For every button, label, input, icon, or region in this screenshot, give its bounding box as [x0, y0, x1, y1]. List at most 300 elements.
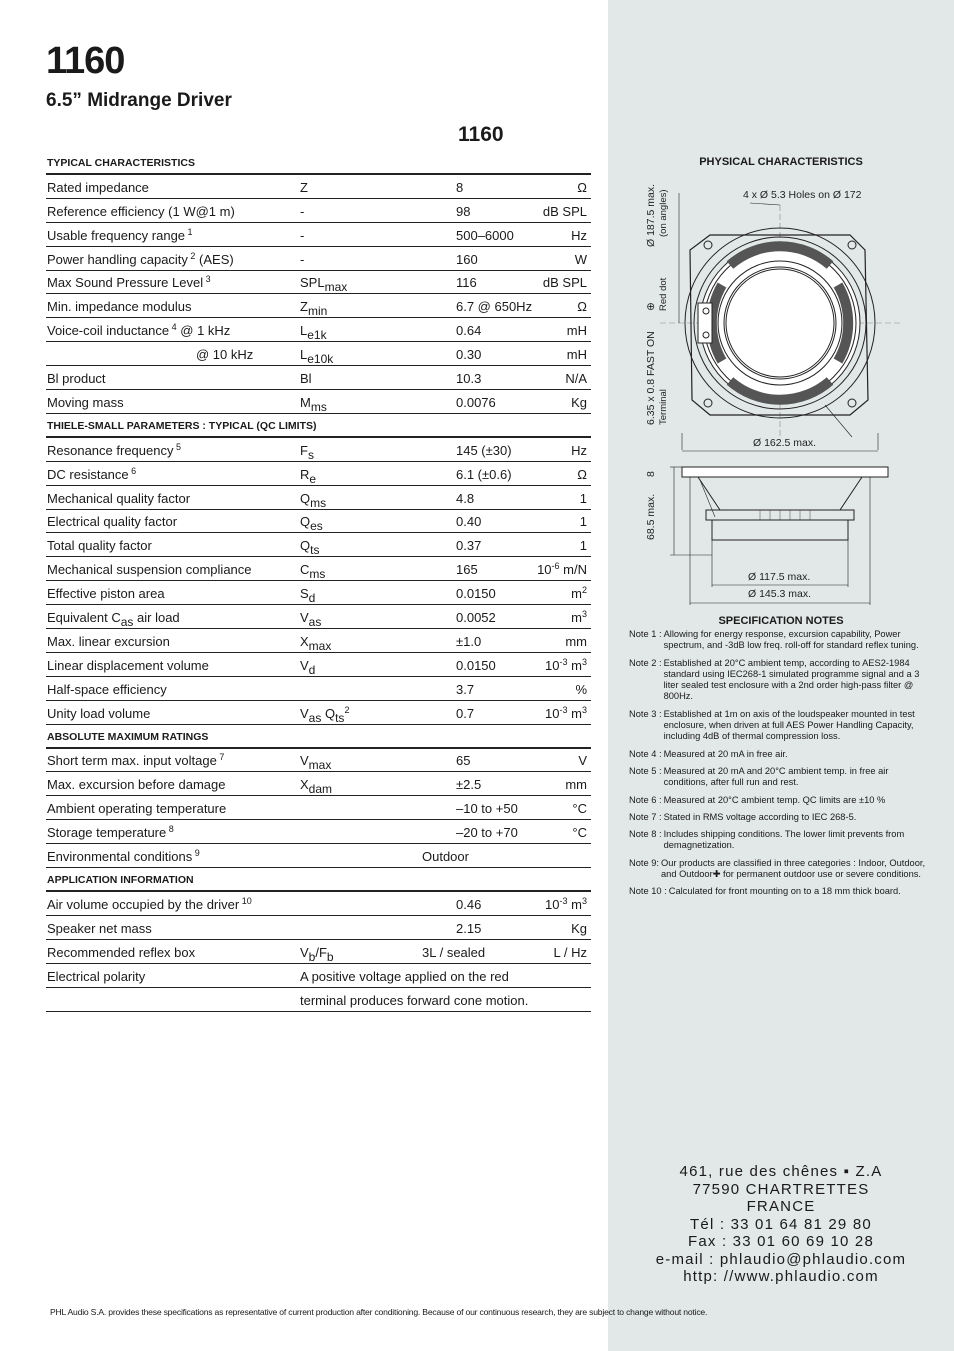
spec-row: [46, 892, 591, 916]
param-text: Linear displacement volume: [47, 657, 209, 673]
diameter-117-label: Ø 117.5 max.: [748, 571, 811, 583]
unit: [571, 921, 587, 936]
param-label: [47, 897, 252, 912]
symbol-main: L: [300, 323, 308, 339]
unit-text: 1: [579, 514, 587, 530]
unit: [572, 801, 587, 816]
symbol: [300, 657, 316, 677]
unit-text: N/A: [565, 371, 587, 387]
company-address: [608, 1163, 954, 1286]
value: 500–6000: [456, 227, 514, 243]
section-title: ABSOLUTE MAXIMUM RATINGS: [47, 730, 209, 743]
value: 3.7: [456, 681, 475, 697]
param-label: [47, 514, 177, 529]
symbol: [300, 993, 528, 1008]
physical-title: PHYSICAL CHARACTERISTICS: [699, 156, 863, 168]
note-item: [629, 886, 929, 897]
symbol-main: C: [300, 562, 310, 578]
note-text: Calculated for front mounting on to a 18 mm thick board.: [668, 886, 901, 897]
unit-text: mH: [566, 347, 587, 363]
value: 116: [456, 275, 477, 291]
note-text: Includes shipping conditions. The lower limit prevents from demagnetization.: [663, 829, 905, 851]
spec-row: [46, 677, 591, 701]
value: 3L / sealed: [422, 944, 486, 960]
unit-text: L / Hz: [553, 944, 587, 960]
symbol-main: M: [300, 394, 311, 410]
param-text: Voice-coil inductance: [47, 323, 170, 339]
symbol-sub: max: [308, 758, 332, 773]
value: 165: [456, 562, 478, 578]
spec-notes: [629, 629, 929, 904]
section-title: THIELE-SMALL PARAMETERS : TYPICAL (QC LIMITS): [47, 419, 317, 432]
note-text: Measured at 20 mA and 20°C ambient temp. in free air conditions, after full run and rest.: [663, 765, 889, 788]
symbol-main: Z: [300, 179, 308, 195]
plus-icon: ⊕: [645, 302, 657, 311]
param-label: [47, 467, 136, 482]
note-label: Note 6 :: [629, 794, 662, 805]
symbol-main: Z: [300, 299, 308, 315]
value: 8: [456, 179, 464, 195]
unit: [565, 777, 587, 792]
unit-sup: -3: [559, 895, 568, 906]
unit: [577, 180, 587, 195]
symbol-main: L: [300, 347, 308, 363]
note-item: [629, 812, 929, 823]
unit: [543, 275, 587, 290]
symbol-sub: e: [309, 471, 317, 486]
unit: [575, 252, 587, 267]
param-label: [47, 299, 192, 314]
symbol-sub: ts: [335, 710, 345, 725]
symbol: [300, 490, 327, 510]
driver-drawing: [640, 175, 930, 615]
param-label: [47, 610, 180, 630]
symbol: [300, 753, 332, 773]
symbol-sub: max: [324, 280, 348, 295]
note-item: [629, 658, 929, 703]
spec-row: [46, 653, 591, 677]
spec-row: [46, 557, 591, 581]
unit-text: 10: [545, 657, 560, 673]
unit-text: Ω: [577, 179, 587, 195]
note-ref: 4: [169, 322, 177, 333]
note-ref: 5: [173, 441, 181, 452]
param-label: [196, 347, 253, 362]
spec-row: [46, 533, 591, 557]
spec-row: [46, 247, 591, 271]
param-text: Power handling capacity: [47, 251, 188, 267]
spec-row: [46, 486, 591, 510]
unit-sup: 3: [581, 895, 587, 906]
unit-text: 10: [545, 705, 560, 721]
symbol-main: X: [300, 777, 309, 793]
unit: [578, 753, 587, 768]
note-item: [629, 858, 929, 881]
param-text: Usable frequency range: [47, 227, 186, 243]
unit-tail: m/N: [559, 562, 587, 578]
param-text: Rated impedance: [47, 179, 149, 195]
unit-text: dB SPL: [542, 203, 587, 219]
note-label: Note 2 :: [629, 657, 662, 668]
param-label: [47, 371, 106, 386]
value: 98: [456, 203, 471, 219]
unit-text: 10: [537, 562, 552, 578]
symbol-sub: ms: [310, 399, 327, 414]
param-text: Mechanical suspension compliance: [47, 562, 252, 578]
symbol-sub: ms: [309, 567, 326, 582]
address-line: 461, rue des chênes ▪ Z.A: [679, 1163, 883, 1180]
param-label: [47, 180, 149, 195]
note-text: Measured at 20°C ambient temp. QC limits are ±10 %: [663, 794, 886, 805]
symbol-sub: e10k: [307, 352, 334, 367]
param-label: [47, 706, 150, 721]
symbol-main: Q: [300, 538, 311, 554]
unit: [580, 538, 587, 553]
red-dot-label: Red dot: [658, 277, 669, 311]
symbol: [300, 442, 314, 462]
param-text: Equivalent C: [47, 610, 121, 626]
unit-text: V: [578, 753, 587, 769]
symbol-main: V: [300, 657, 309, 673]
unit-tail: m: [567, 896, 582, 912]
spec-row: [46, 916, 591, 940]
symbol-sup: 2: [344, 704, 350, 715]
symbol: [300, 777, 333, 797]
symbol-sub: min: [307, 304, 328, 319]
note-ref: 1: [185, 226, 193, 237]
value: 145 (±30): [456, 442, 512, 458]
param-text: Min. impedance modulus: [47, 299, 192, 315]
symbol: [300, 704, 350, 725]
spec-row: [46, 988, 591, 1012]
diameter-162-label: Ø 162.5 max.: [753, 437, 817, 449]
param-label: [47, 777, 225, 792]
symbol: [300, 538, 320, 558]
note-ref: 9: [192, 848, 200, 859]
param-suffix: (AES): [195, 251, 234, 267]
address-line: Fax : 33 01 60 69 10 28: [687, 1233, 875, 1250]
spec-row: [46, 438, 591, 462]
param-label: [47, 849, 200, 864]
unit-sup: 3: [581, 609, 587, 620]
symbol-sub: b: [308, 949, 316, 964]
unit-text: m: [571, 610, 582, 626]
note-item: [629, 795, 929, 806]
spec-row: [46, 796, 591, 820]
symbol: [300, 610, 322, 630]
value: –10 to +50: [456, 801, 518, 817]
param-text: Max. linear excursion: [47, 633, 170, 649]
unit-tail: m: [567, 705, 582, 721]
unit-tail: m: [567, 657, 582, 673]
unit: [577, 467, 587, 482]
symbol-main: A positive voltage applied on the red: [300, 968, 509, 984]
symbol-suffix: /F: [315, 944, 327, 960]
symbol: [300, 275, 348, 295]
note-ref: 10: [239, 895, 252, 906]
symbol: [300, 228, 304, 243]
param-label: [47, 801, 226, 816]
symbol-sub: d: [308, 662, 316, 677]
unit: [537, 562, 587, 577]
spec-row: [46, 964, 591, 988]
param-label: [47, 443, 181, 458]
unit-text: mm: [565, 777, 587, 793]
param-text: Max. excursion before damage: [47, 777, 226, 793]
unit-text: mm: [565, 633, 587, 649]
symbol: [300, 299, 328, 319]
section-header: [46, 414, 591, 438]
address-line: e-mail : phlaudio@phlaudio.com: [655, 1250, 907, 1268]
symbol-main: Q: [300, 490, 311, 506]
param-text: Max Sound Pressure Level: [47, 275, 204, 291]
spec-row: [46, 294, 591, 318]
section-header: [46, 151, 591, 175]
section-header: [46, 868, 591, 892]
symbol: [300, 586, 316, 606]
value: 0.64: [456, 323, 482, 339]
param-label: [47, 562, 252, 577]
value: 0.37: [456, 538, 482, 554]
param-text: Speaker net mass: [47, 920, 152, 936]
value: 0.0150: [456, 586, 496, 602]
unit-text: mH: [566, 323, 587, 339]
unit-sup: 3: [581, 656, 587, 667]
spec-row: [46, 844, 591, 868]
param-suffix: air load: [133, 610, 180, 626]
note-item: [629, 829, 929, 852]
unit: [571, 586, 587, 601]
value: 65: [456, 753, 471, 769]
symbol-main: V: [300, 753, 309, 769]
section-header: [46, 725, 591, 749]
footer-disclaimer: PHL Audio S.A. provides these specifications as representative of current production after conditioning. Because of our continuous research, they are subject to change without notice.: [50, 1307, 708, 1317]
symbol: [300, 394, 327, 414]
param-label: [47, 586, 165, 601]
value: 0.46: [456, 896, 482, 912]
section-title: TYPICAL CHARACTERISTICS: [47, 157, 195, 169]
symbol-main: R: [300, 466, 310, 482]
note-ref: 8: [166, 824, 174, 835]
terminal-label-2: Terminal: [658, 389, 669, 425]
unit-text: Ω: [577, 299, 587, 315]
address-line: Tél : 33 01 64 81 29 80: [690, 1215, 872, 1233]
unit-text: 10: [545, 896, 560, 912]
symbol-main: X: [300, 633, 309, 649]
unit: [567, 323, 587, 338]
symbol-main: -: [300, 203, 305, 219]
param-label: [47, 921, 152, 936]
note-text: Established at 1m on axis of the loudspeaker mounted in test enclosure, when driven at full AES Power Handling Capacity, including 4dB of thermal compression loss.: [663, 708, 915, 742]
unit: [565, 634, 587, 649]
value: 4.8: [456, 490, 475, 506]
address-line: 77590 CHARTRETTES: [692, 1180, 870, 1198]
note-text: Established at 20°C ambient temp, according to AES2-1984 standard using IEC268-1 simulated programme signal and a 3 liter sealed test enclosure with a 2nd order high-pass filter @ 800Hz.: [663, 657, 920, 702]
depth-label: 68.5 max.: [645, 493, 657, 540]
unit-sup: -3: [559, 704, 568, 715]
symbol-main: Q: [300, 514, 311, 530]
unit-text: Hz: [571, 227, 587, 243]
param-label: [47, 969, 145, 984]
param-label: [47, 753, 224, 768]
outer-max-label: Ø 187.5 max.: [645, 183, 657, 247]
unit: [572, 825, 587, 840]
spec-row: [46, 605, 591, 629]
outer-max-note: (on angles): [658, 189, 669, 237]
value: –20 to +70: [456, 825, 518, 841]
param-label: [47, 682, 167, 697]
note-label: Note 5 :: [629, 765, 662, 776]
note-item: [629, 709, 929, 743]
unit-text: dB SPL: [542, 275, 587, 291]
symbol-sub: s: [307, 447, 314, 462]
note-item: [629, 749, 929, 760]
unit-text: Kg: [571, 920, 587, 936]
spec-row: [46, 366, 591, 390]
spec-row: [46, 462, 591, 486]
section-title: APPLICATION INFORMATION: [47, 874, 194, 887]
value: ±1.0: [456, 633, 482, 649]
symbol: [300, 514, 323, 534]
spec-row: [46, 701, 591, 725]
symbol-sub: as: [308, 615, 322, 630]
terminal-label: 6.35 x 0.8 FAST ON: [645, 331, 657, 425]
unit: [571, 610, 587, 625]
symbol: [300, 347, 334, 367]
spec-row: [46, 223, 591, 247]
param-label: [47, 658, 209, 673]
page-title: 1160: [46, 40, 125, 82]
symbol-main: SPL: [300, 275, 325, 291]
spec-row: [46, 629, 591, 653]
diameter-145-label: Ø 145.3 max.: [748, 588, 812, 600]
symbol-sub: as: [308, 710, 322, 725]
note-label: Note 4 :: [629, 748, 662, 759]
param-text: Storage temperature: [47, 825, 167, 841]
symbol: [300, 204, 304, 219]
symbol-sub: d: [308, 591, 316, 606]
note-label: Note 10 :: [629, 886, 667, 897]
spec-row: [46, 940, 591, 964]
symbol-main: F: [300, 442, 308, 458]
value: 10.3: [456, 371, 482, 387]
value: Outdoor: [422, 849, 469, 865]
spec-row: [46, 749, 591, 773]
param-text: Effective piston area: [47, 586, 165, 602]
param-label: [47, 538, 152, 553]
address-line: FRANCE: [746, 1198, 816, 1215]
note-text: Measured at 20 mA in free air.: [663, 748, 788, 759]
symbol: [300, 252, 304, 267]
value: 0.7: [456, 705, 475, 721]
unit-sup: -3: [559, 656, 568, 667]
symbol-main: -: [300, 251, 305, 267]
param-text: @ 10 kHz: [196, 347, 254, 363]
param-text: Ambient operating temperature: [47, 801, 227, 817]
unit-text: Hz: [571, 442, 587, 458]
symbol: [300, 180, 308, 195]
unit: [545, 658, 587, 673]
param-suffix: @ 1 kHz: [176, 323, 231, 339]
value: 160: [456, 251, 478, 267]
spec-row: [46, 342, 591, 366]
value: 6.1 (±0.6): [456, 466, 512, 482]
note-text: Stated in RMS voltage according to IEC 268-5.: [663, 811, 857, 822]
symbol-main: S: [300, 586, 309, 602]
unit: [580, 491, 587, 506]
note-ref: 6: [128, 465, 137, 476]
param-text: Mechanical quality factor: [47, 490, 191, 506]
param-label: [47, 395, 124, 410]
param-text: Recommended reflex box: [47, 944, 196, 960]
spec-row: [46, 175, 591, 199]
symbol-sub: max: [308, 638, 332, 653]
param-text: DC resistance: [47, 466, 129, 482]
unit: [571, 228, 587, 243]
param-text: Reference efficiency (1 W@1 m): [47, 203, 235, 219]
note-label: Note 3 :: [629, 708, 662, 719]
value: 0.30: [456, 347, 482, 363]
value: 2.15: [456, 920, 482, 936]
param-label: [47, 491, 190, 506]
param-text: Short term max. input voltage: [47, 753, 217, 769]
value: 0.40: [456, 514, 482, 530]
unit: [565, 371, 587, 386]
column-model-label: 1160: [458, 123, 504, 146]
unit-text: W: [574, 251, 587, 267]
note-label: Note 9:: [629, 857, 659, 868]
spec-row: [46, 581, 591, 605]
symbol-main: -: [300, 227, 305, 243]
symbol-suffix: Q: [321, 705, 336, 721]
symbol-main: V: [300, 610, 309, 626]
param-text: Electrical quality factor: [47, 514, 178, 530]
unit: [545, 706, 587, 721]
spec-row: [46, 510, 591, 534]
unit: [575, 682, 587, 697]
param-text: Air volume occupied by the driver: [47, 896, 240, 912]
symbol: [300, 371, 312, 386]
symbol-sub: ms: [310, 495, 327, 510]
symbol-sub: dam: [308, 782, 333, 797]
note-ref: 7: [216, 752, 225, 763]
param-label: [47, 323, 230, 338]
spec-row: [46, 318, 591, 342]
symbol-main: V: [300, 944, 309, 960]
unit-sup: -6: [551, 561, 560, 572]
notes-title: SPECIFICATION NOTES: [718, 615, 844, 627]
param-text: Total quality factor: [47, 538, 152, 554]
note-label: Note 7 :: [629, 811, 662, 822]
param-label: [47, 204, 235, 219]
note-ref: 2: [187, 250, 196, 261]
param-label: [47, 252, 234, 267]
symbol-sub: b: [326, 949, 334, 964]
param-label: [47, 945, 195, 960]
unit: [554, 945, 587, 960]
unit-sup: 2: [581, 585, 587, 596]
symbol-main: terminal produces forward cone motion.: [300, 992, 529, 1008]
param-sub: as: [120, 615, 134, 630]
note-label: Note 8 :: [629, 829, 662, 840]
unit-text: m: [571, 586, 582, 602]
note-item: [629, 629, 929, 652]
spec-table: [46, 151, 591, 1012]
spec-row: [46, 820, 591, 844]
note-item: [629, 766, 929, 789]
unit: [567, 347, 587, 362]
param-text: Resonance frequency: [47, 442, 174, 458]
